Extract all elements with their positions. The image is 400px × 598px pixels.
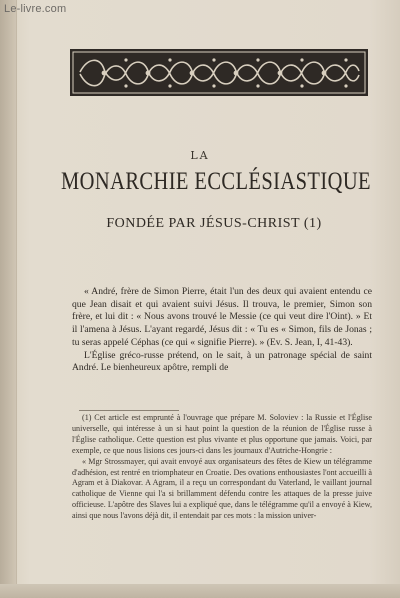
- footnote-paragraph: « Mgr Strossmayer, qui avait envoyé aux organisateurs des fêtes de Kiew un télégramme d'adhésion, est rentré en triomphateur en Croatie. Des ovations enthousiastes l'ont accueilli à Agram et à Diakovar. A Agram, il a reçu un correspondant du Vaterland, le vaillant journal catholique de Vienne qui l'a si brillamment défendu contre les attaques de la presse juive officieuse. L'apôtre des Slaves lui a expliqué que, dans le télégramme qu'il a envoyé à Kiew, ainsi que nous l'avons déjà dit, il entendait par ces mots : la mission univer-: [72, 456, 372, 521]
- footnote-divider: [79, 410, 179, 411]
- page-bottom-edge: [0, 584, 400, 598]
- page-spine-edge: [0, 0, 17, 598]
- article-body: [72, 286, 372, 375]
- body-paragraph: L'Église gréco-russe prétend, on le sait, à un patronage spécial de saint André. Le bienheureux apôtre, rempli de: [72, 349, 372, 374]
- watermark: Le-livre.com: [4, 3, 67, 15]
- footnote-paragraph: (1) Cet article est emprunté à l'ouvrage que prépare M. Soloviev : la Russie et l'Église universelle, qui intéresse à un si haut point la question de la réunion de l'Église russe à l'Église catholique. Cette question est plus vivante et plus opportune que jamais. Voici, par exemple, ce que nous lisions ces jours-ci dans les journaux d'Autriche-Hongrie :: [72, 413, 372, 455]
- page-title: MONARCHIE ECCLÉSIASTIQUE: [61, 168, 371, 195]
- page-subtitle: FONDÉE PAR JÉSUS-CHRIST (1): [106, 216, 322, 231]
- body-paragraph: « André, frère de Simon Pierre, était l'un des deux qui avaient entendu ce que Jean disait et qui avaient suivi Jésus. Il trouva, le premier, Simon son frère, et lui dit : « Nous avons trouvé le Messie (ce qui veut dire l'Oint). » Et il l'amena à Jésus. L'ayant regardé, Jésus dit : « Tu es « Simon, fils de Jonas ; tu seras appelé Céphas (ce qui « signifie Pierre). » (Ev. S. Jean, I, 41-43).: [72, 286, 372, 348]
- title-article: LA: [190, 149, 210, 162]
- decorative-headpiece: [70, 49, 368, 96]
- footnotes: [72, 413, 372, 522]
